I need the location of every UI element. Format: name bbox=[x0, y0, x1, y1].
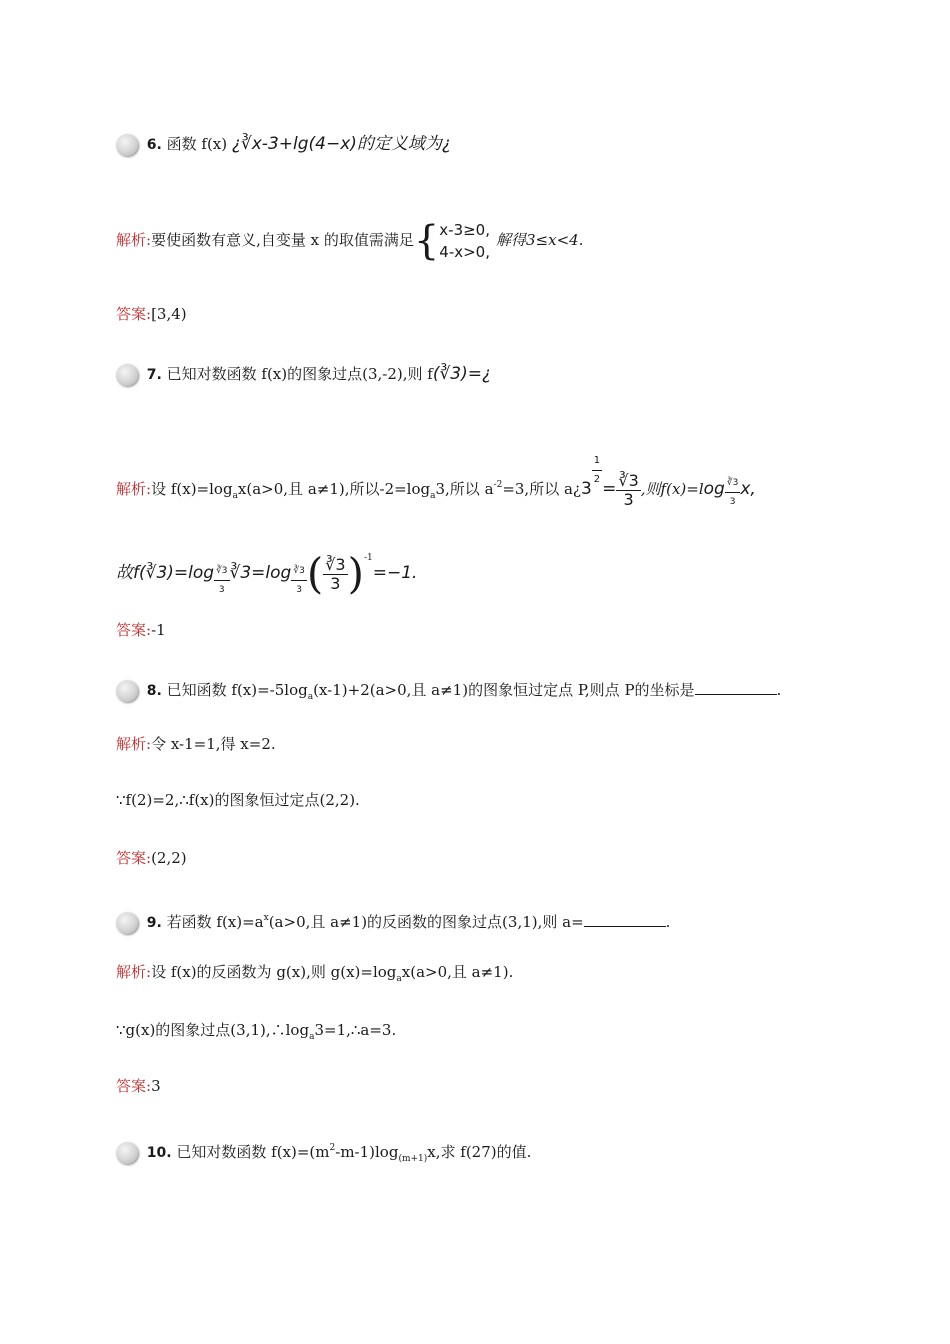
left-brace: { bbox=[413, 218, 440, 264]
log-base-fraction bbox=[725, 474, 740, 511]
analysis-label: 解析: bbox=[116, 963, 152, 981]
bullet-icon bbox=[116, 912, 138, 934]
question-10 bbox=[116, 1138, 531, 1169]
conclusion-7 bbox=[116, 530, 417, 602]
bullet-icon bbox=[116, 680, 138, 702]
question-text-2: (a>0,且 a≠1)的反函数的图象过点(3,1),则 a= bbox=[268, 913, 584, 931]
log-base: a bbox=[307, 692, 314, 702]
fraction-denominator: 3 bbox=[330, 573, 341, 593]
answer-label: 答案: bbox=[116, 849, 152, 867]
fraction-denominator: 3 bbox=[729, 497, 736, 507]
analysis-result: 解得3≤x<4. bbox=[496, 231, 584, 249]
analysis-9-line2 bbox=[116, 1020, 396, 1047]
period: . bbox=[776, 681, 782, 699]
question-text: 若函数 f(x)=a bbox=[166, 913, 264, 931]
log-base: a bbox=[309, 1032, 315, 1042]
question-text: 已知对数函数 f(x)=(m bbox=[176, 1143, 330, 1161]
log-arg: x, bbox=[740, 479, 756, 499]
fraction-denominator: 3 bbox=[218, 585, 225, 595]
fraction-denominator: 3 bbox=[623, 489, 634, 509]
question-number: 9. bbox=[146, 915, 162, 931]
conclusion-start: 故f(∛3)=log bbox=[116, 563, 215, 583]
question-9 bbox=[116, 908, 670, 934]
exp-denominator: 2 bbox=[593, 474, 601, 485]
conclusion-mid: ∛3=log bbox=[229, 563, 292, 583]
log-text: og bbox=[703, 479, 725, 499]
analysis-8 bbox=[116, 734, 276, 754]
question-number: 7. bbox=[146, 367, 162, 383]
analysis-label: 解析: bbox=[116, 231, 152, 249]
fraction-numerator: ∛3 bbox=[325, 554, 346, 574]
exponent: 2 bbox=[329, 1143, 336, 1153]
exponent: -2 bbox=[493, 480, 503, 490]
analysis-text: ∵g(x)的图象过点(3,1),∴log bbox=[116, 1021, 310, 1039]
conclusion-end: =−1. bbox=[372, 563, 418, 583]
analysis-text: 设 f(x)的反函数为 g(x),则 g(x)=log bbox=[151, 963, 397, 981]
log-base: a bbox=[232, 491, 238, 501]
question-formula: ¿∛x-3+lg(4−x)的定义域为¿ bbox=[231, 134, 451, 154]
equals: = bbox=[602, 479, 617, 499]
answer-blank[interactable] bbox=[695, 680, 777, 695]
bullet-icon bbox=[116, 1142, 138, 1164]
answer-value: 3 bbox=[151, 1077, 161, 1095]
answer-6 bbox=[116, 304, 187, 324]
log-base: (m+1) bbox=[398, 1154, 428, 1164]
answer-value: (2,2) bbox=[151, 849, 187, 867]
inequality-system bbox=[439, 219, 490, 263]
analysis-text-4: =3,所以 a¿ bbox=[502, 480, 581, 498]
question-6 bbox=[116, 134, 451, 156]
log-base: a bbox=[430, 491, 436, 501]
question-text: 函数 f(x) bbox=[166, 135, 228, 153]
answer-8 bbox=[116, 848, 187, 868]
question-formula: (∛3)=¿ bbox=[432, 364, 492, 384]
answer-label: 答案: bbox=[116, 621, 152, 639]
analysis-text: 设 f(x)=log bbox=[151, 480, 233, 498]
question-number: 8. bbox=[146, 683, 162, 699]
inequality-1: x-3≥0, bbox=[439, 221, 490, 239]
answer-label: 答案: bbox=[116, 305, 152, 323]
analysis-7 bbox=[116, 452, 756, 516]
fraction bbox=[323, 556, 347, 593]
analysis-text-2: x(a>0,且 a≠1),所以-2=log bbox=[237, 480, 431, 498]
question-8 bbox=[116, 680, 781, 707]
question-7 bbox=[116, 364, 491, 386]
analysis-8-line2 bbox=[116, 790, 360, 810]
log-base: a bbox=[396, 974, 402, 984]
then-text: ,则f(x)=l bbox=[640, 480, 704, 498]
log-base-fraction bbox=[214, 562, 229, 599]
fraction-numerator: ∛3 bbox=[291, 562, 306, 581]
analysis-text: 要使函数有意义,自变量 x 的取值需满足 bbox=[151, 231, 414, 249]
analysis-text-3: 3,所以 a bbox=[435, 480, 494, 498]
exponent-fraction bbox=[592, 452, 602, 489]
analysis-label: 解析: bbox=[116, 480, 152, 498]
bullet-icon bbox=[116, 364, 138, 386]
question-text-3: x,求 f(27)的值. bbox=[427, 1143, 532, 1161]
question-text: 已知函数 f(x)=-5log bbox=[166, 681, 308, 699]
question-number: 10. bbox=[146, 1145, 172, 1161]
fraction bbox=[616, 472, 640, 509]
fraction-numerator: ∛3 bbox=[618, 470, 639, 490]
question-text-2: (x-1)+2(a>0,且 a≠1)的图象恒过定点 P,则点 P的坐标是 bbox=[313, 681, 695, 699]
log-base-fraction bbox=[291, 562, 306, 599]
analysis-text: ∵f(2)=2,∴f(x)的图象恒过定点(2,2). bbox=[116, 791, 360, 809]
question-number: 6. bbox=[146, 137, 162, 153]
question-text: 已知对数函数 f(x)的图象过点(3,-2),则 f bbox=[166, 365, 433, 383]
bullet-icon bbox=[116, 134, 138, 156]
answer-7 bbox=[116, 620, 166, 640]
exponent: -1 bbox=[363, 553, 373, 563]
inequality-2: 4-x>0, bbox=[439, 243, 490, 261]
right-paren: ) bbox=[347, 549, 364, 598]
exp-numerator: 1 bbox=[592, 452, 602, 471]
analysis-6 bbox=[116, 216, 583, 265]
analysis-label: 解析: bbox=[116, 735, 152, 753]
fraction-numerator: ∛3 bbox=[214, 562, 229, 581]
base-three: 3 bbox=[580, 479, 592, 499]
answer-9 bbox=[116, 1076, 161, 1096]
question-text-2: -m-1)log bbox=[335, 1143, 399, 1161]
exponent: x bbox=[263, 913, 269, 923]
answer-label: 答案: bbox=[116, 1077, 152, 1095]
fraction-numerator: ∛3 bbox=[725, 474, 740, 493]
answer-value: -1 bbox=[151, 621, 166, 639]
fraction-denominator: 3 bbox=[296, 585, 302, 595]
answer-blank[interactable] bbox=[584, 912, 666, 927]
analysis-9 bbox=[116, 962, 513, 989]
analysis-text-2: x(a>0,且 a≠1). bbox=[401, 963, 514, 981]
answer-value: [3,4) bbox=[151, 305, 187, 323]
analysis-text: 令 x-1=1,得 x=2. bbox=[151, 735, 276, 753]
period: . bbox=[665, 913, 671, 931]
left-paren: ( bbox=[306, 549, 324, 598]
analysis-text-2: 3=1,∴a=3. bbox=[314, 1021, 397, 1039]
